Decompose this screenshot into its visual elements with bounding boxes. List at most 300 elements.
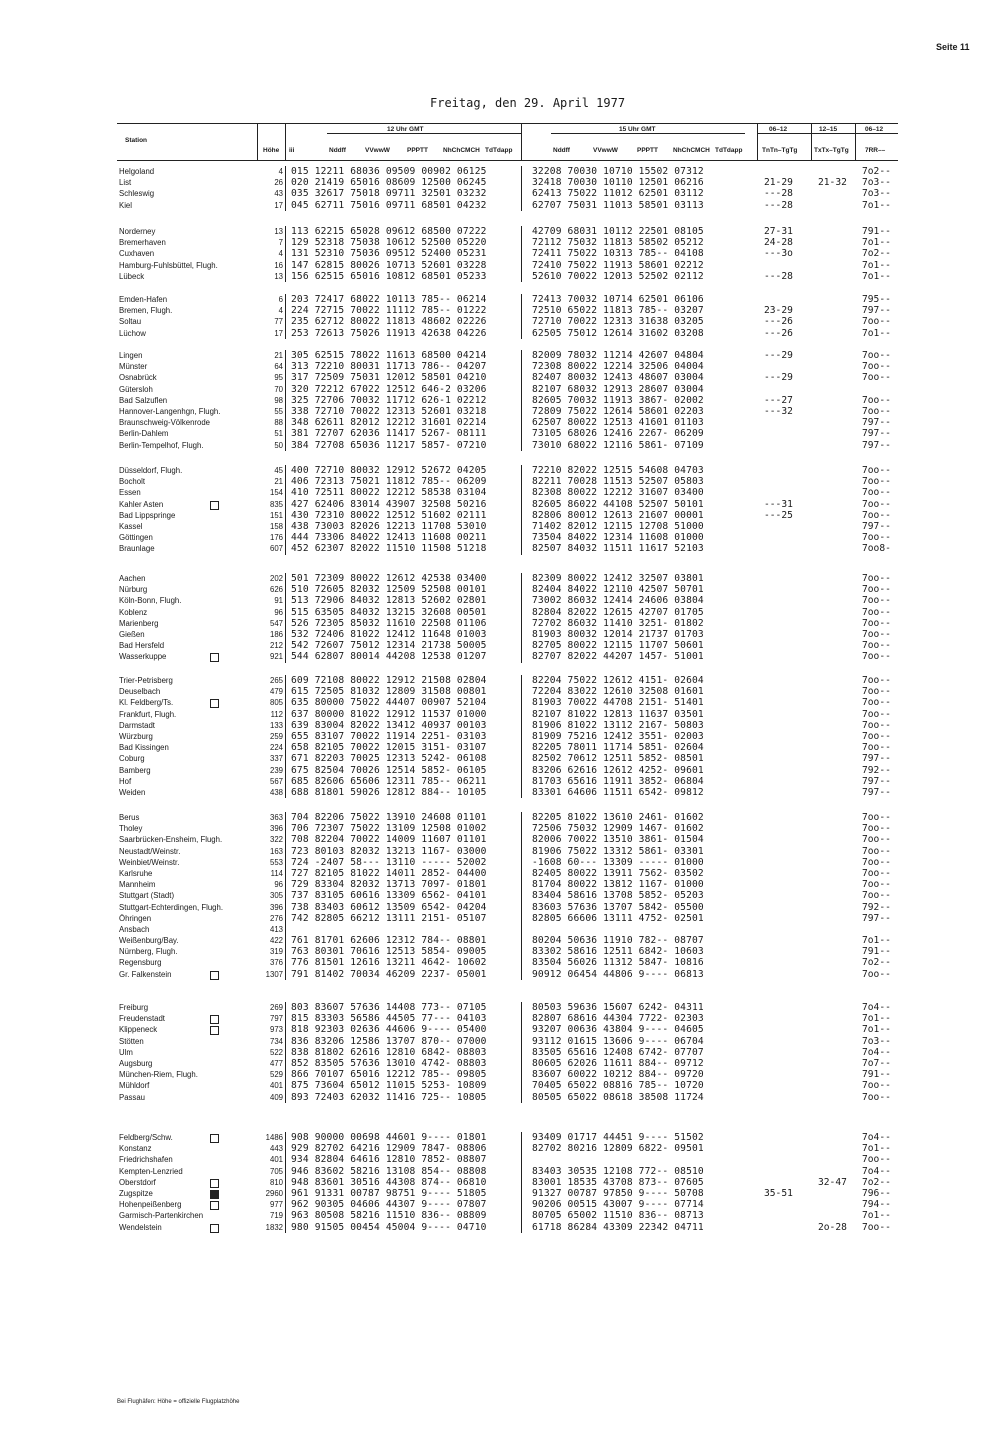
obs-15-utc: 72308 80022 12214 32506 04004 [532, 361, 704, 373]
group-divider [285, 812, 286, 980]
obs-15-utc: 83001 18535 43708 873-- 07605 [532, 1176, 704, 1188]
temp-06-12: ---28 [764, 188, 793, 200]
station-height: 337 [269, 754, 283, 764]
station-name: Hohenpeißenberg [119, 1200, 182, 1210]
header-ext: 12–15 [819, 126, 838, 133]
header-rule-top [117, 123, 898, 124]
temp-06-12: 27-31 [764, 226, 793, 237]
station-height: 176 [269, 533, 283, 543]
precip-06-12: 7oo-- [862, 812, 891, 823]
header-rule-bottom [117, 160, 898, 161]
station-name: Düsseldorf, Flugh. [119, 466, 183, 475]
obs-12-utc: 430 72310 80022 12512 51602 02111 [291, 509, 487, 521]
station-height: 26 [274, 178, 283, 188]
group-divider [285, 226, 286, 282]
obs-15-utc: 80705 65002 11510 836-- 08713 [532, 1210, 704, 1222]
station-height: 626 [269, 585, 283, 595]
precip-06-12: 7oo-- [862, 675, 891, 686]
precip-06-12: 7oo-- [862, 708, 891, 720]
station-name: Freiburg [119, 1003, 149, 1012]
precip-06-12: 797-- [862, 305, 891, 317]
station-name: Köln-Bonn, Flugh. [119, 596, 182, 606]
header-divider [285, 123, 286, 161]
precip-06-12: 791-- [862, 946, 891, 958]
group-divider [521, 675, 522, 798]
station-height: 567 [269, 776, 283, 786]
station-name: Bad Hersfeld [119, 641, 165, 651]
group-divider [521, 1002, 522, 1103]
obs-12-utc: 655 83107 70022 11914 2251- 03103 [291, 730, 487, 742]
precip-06-12: 7oo-- [862, 719, 891, 731]
station-height: 77 [274, 317, 283, 327]
obs-15-utc: 83603 57636 13707 5842- 05500 [532, 901, 704, 913]
station-height: 363 [269, 813, 283, 822]
obs-15-utc: 42709 68031 10112 22501 08105 [532, 226, 704, 237]
obs-12-utc: 776 81501 12616 13211 4642- 10602 [291, 957, 487, 969]
station-height: 91 [274, 596, 283, 606]
obs-12-utc: 635 80000 75022 44407 00907 52104 [291, 697, 487, 709]
station-height: 51 [274, 429, 283, 439]
precip-06-12: 7oo-- [862, 372, 891, 384]
temp-06-12: ---28 [764, 270, 793, 282]
obs-12-utc: 727 82105 81022 14011 2852- 04400 [291, 867, 487, 879]
precip-06-12: 7oo-- [862, 1221, 891, 1233]
obs-12-utc: 729 83304 82032 13713 7097- 01801 [291, 879, 487, 891]
obs-12-utc: 113 62215 65028 09612 68500 07222 [291, 226, 487, 237]
station-name: Weinbiet/Weinstr. [119, 857, 180, 867]
station-height: 45 [274, 466, 283, 475]
station-name: Darmstadt [119, 720, 155, 730]
group-divider [521, 166, 522, 211]
station-name: Stötten [119, 1036, 144, 1046]
station-height: 224 [269, 743, 283, 753]
precip-06-12: 7o1-- [862, 935, 891, 947]
station-name: Norderney [119, 227, 156, 236]
precip-06-12: 7oo-- [862, 509, 891, 521]
station-name: Augsburg [119, 1058, 153, 1068]
header-divider [758, 133, 898, 134]
obs-12-utc: 658 82105 70022 12015 3151- 03107 [291, 742, 487, 754]
precip-06-12: 7oo-- [862, 823, 891, 835]
obs-15-utc: 81909 75216 12412 3551- 02003 [532, 730, 704, 742]
temp-06-12: ---28 [764, 199, 793, 211]
station-height: 413 [269, 924, 283, 934]
station-name: Feldberg/Schw. [119, 1133, 173, 1142]
precip-06-12: 7o4-- [862, 1002, 891, 1013]
header-divider [855, 123, 856, 161]
precip-06-12: 794-- [862, 1199, 891, 1211]
obs-12-utc: 615 72505 81032 12809 31508 00801 [291, 686, 487, 698]
obs-12-utc: 253 72613 75026 11913 42638 04226 [291, 327, 487, 339]
header-col: Nddff [553, 147, 570, 154]
precip-06-12: 7oo-- [862, 617, 891, 629]
station-height: 553 [269, 857, 283, 867]
page-number: Seite 11 [936, 42, 970, 52]
obs-12-utc: 934 82804 64616 12810 7852- 08807 [291, 1154, 487, 1166]
temp-06-12: ---25 [764, 509, 793, 521]
station-name: Schleswig [119, 189, 155, 199]
obs-15-utc: 82707 82022 44207 1457- 51001 [532, 651, 704, 663]
open-square-icon [210, 1026, 219, 1035]
obs-12-utc: 724 -2407 58--- 13110 ----- 52002 [291, 856, 487, 868]
station-name: Stuttgart (Stadt) [119, 891, 175, 901]
header-ext: 06–12 [865, 126, 884, 133]
header-col: PPPTT [637, 147, 658, 154]
station-height: 973 [269, 1025, 283, 1035]
station-name: Zugspitze [119, 1188, 153, 1198]
open-square-icon [210, 1134, 219, 1143]
obs-15-utc: 82605 70032 11913 3867- 02002 [532, 394, 704, 406]
station-height: 438 [269, 787, 283, 797]
station-name: Koblenz [119, 607, 148, 617]
station-height: 409 [269, 1092, 283, 1102]
station-name: List [119, 178, 132, 188]
obs-15-utc: 82009 78032 11214 42607 04804 [532, 350, 704, 361]
station-height: 322 [269, 835, 283, 845]
precip-06-12: 797-- [862, 520, 891, 532]
obs-15-utc: 82107 81022 12813 11637 03501 [532, 708, 704, 720]
obs-12-utc: 325 72706 70032 11712 626-1 02212 [291, 394, 487, 406]
obs-12-utc: 515 63505 84032 13215 32608 00501 [291, 606, 487, 618]
obs-15-utc: 73010 68022 12116 5861- 07109 [532, 439, 704, 451]
obs-12-utc: 818 92303 02636 44606 9---- 05400 [291, 1024, 487, 1036]
obs-12-utc: 675 82504 70026 12514 5852- 06105 [291, 764, 487, 776]
obs-15-utc: 82507 84032 11511 11617 52103 [532, 543, 704, 555]
obs-15-utc: 83505 65616 12408 6742- 07707 [532, 1046, 704, 1058]
obs-15-utc: -1608 60--- 13309 ----- 01000 [532, 856, 704, 868]
obs-15-utc: 82204 75022 12612 4151- 02604 [532, 675, 704, 686]
station-name: Essen [119, 488, 141, 498]
obs-15-utc: 81906 75022 13312 5861- 03301 [532, 845, 704, 857]
footnote: Bei Flughäfen: Höhe = offizielle Flugplatzhöhe [117, 1399, 240, 1405]
station-name: Lüchow [119, 328, 146, 338]
station-name: Ansbach [119, 924, 150, 934]
precip-06-12: 7oo-- [862, 1080, 891, 1092]
precip-06-12: 7oo-- [862, 845, 891, 857]
obs-15-utc: 81703 65616 11911 3852- 06804 [532, 775, 704, 787]
station-name: Aachen [119, 574, 146, 583]
header-divider [811, 123, 812, 161]
station-name: Bad Salzuflen [119, 395, 168, 405]
station-height: 4 [278, 249, 283, 259]
station-height: 4 [278, 306, 283, 316]
group-divider [521, 1132, 522, 1233]
station-name: Kempten-Lenzried [119, 1166, 183, 1176]
obs-12-utc: 532 72406 81022 12412 11648 01003 [291, 628, 487, 640]
obs-12-utc: 131 52310 75036 09512 52400 05231 [291, 248, 487, 260]
station-name: Regensburg [119, 958, 162, 968]
precip-06-12: 7oo-- [862, 628, 891, 640]
precip-06-12: 7o3-- [862, 188, 891, 200]
header-col: Nddff [329, 147, 346, 154]
station-name: Göttingen [119, 533, 153, 543]
group-divider [285, 166, 286, 211]
obs-12-utc: 836 83206 12586 13707 870-- 07000 [291, 1035, 487, 1047]
station-height: 547 [269, 618, 283, 628]
obs-15-utc: 70405 65022 08816 785-- 10720 [532, 1080, 704, 1092]
obs-15-utc: 82006 70022 13510 3861- 01504 [532, 834, 704, 846]
header-12-utc: 12 Uhr GMT [387, 126, 424, 133]
station-name: Bad Lippspringe [119, 510, 176, 520]
station-height: 202 [269, 574, 283, 583]
precip-06-12: 7oo-- [862, 890, 891, 902]
obs-12-utc: 348 62611 82012 12212 31601 02214 [291, 417, 487, 429]
obs-15-utc: 82405 80022 13911 7562- 03502 [532, 867, 704, 879]
precip-06-12: 7oo-- [862, 487, 891, 499]
precip-06-12: 797-- [862, 439, 891, 451]
obs-12-utc: 542 72607 75012 12314 21738 50005 [291, 640, 487, 652]
precip-06-12: 797-- [862, 753, 891, 765]
obs-15-utc: 72204 83022 12610 32508 01601 [532, 686, 704, 698]
header-divider [257, 123, 258, 161]
station-height: 163 [269, 846, 283, 856]
obs-15-utc: 81903 70022 44708 2151- 51401 [532, 697, 704, 709]
obs-12-utc: 203 72417 68022 10113 785-- 06214 [291, 294, 487, 305]
station-name: Deuselbach [119, 687, 161, 697]
obs-15-utc: 90912 06454 44806 9---- 06813 [532, 968, 704, 980]
station-name: Bamberg [119, 765, 151, 775]
obs-15-utc: 32418 70030 10110 12501 06216 [532, 177, 704, 189]
obs-15-utc: 80503 59636 15607 6242- 04311 [532, 1002, 704, 1013]
obs-12-utc: 020 21419 65016 08609 12500 06245 [291, 177, 487, 189]
station-height: 17 [274, 200, 283, 210]
station-height: 151 [269, 510, 283, 520]
temp-06-12: 24-28 [764, 237, 793, 249]
station-name: Mühldorf [119, 1081, 150, 1091]
obs-15-utc: 83504 56026 11312 5847- 10816 [532, 957, 704, 969]
precip-06-12: 7oo-- [862, 405, 891, 417]
obs-12-utc: 129 52318 75038 10612 52500 05220 [291, 237, 487, 249]
header-15-utc: 15 Uhr GMT [619, 126, 656, 133]
station-height: 96 [274, 607, 283, 617]
station-height: 96 [274, 880, 283, 890]
obs-15-utc: 82805 66606 13111 4752- 02501 [532, 912, 704, 924]
station-name: Garmisch-Partenkirchen [119, 1211, 204, 1221]
station-name: Soltau [119, 317, 142, 327]
precip-06-12: 7oo-- [862, 968, 891, 980]
station-height: 319 [269, 947, 283, 957]
obs-12-utc: 317 72509 75031 12012 58501 04210 [291, 372, 487, 384]
obs-15-utc: 72702 86032 11410 3251- 01802 [532, 617, 704, 629]
station-height: 265 [269, 676, 283, 685]
station-height: 7 [278, 238, 283, 248]
station-height: 477 [269, 1058, 283, 1068]
obs-15-utc: 73002 86032 12414 24606 03804 [532, 595, 704, 607]
station-height: 13 [274, 227, 283, 236]
station-name: Lingen [119, 351, 143, 360]
station-name: Saarbrücken-Ensheim, Flugh. [119, 835, 223, 845]
station-name: Kahler Asten [119, 499, 164, 509]
open-square-icon [210, 1224, 219, 1233]
header-col: TdTdapp [715, 147, 743, 154]
open-square-icon [210, 501, 219, 510]
precip-06-12: 797-- [862, 775, 891, 787]
temp-06-12: ---29 [764, 350, 793, 361]
precip-06-12: 7oo-- [862, 640, 891, 652]
obs-12-utc: 723 80103 82032 13213 1167- 03000 [291, 845, 487, 857]
obs-15-utc: 72411 75022 10313 785-- 04108 [532, 248, 704, 260]
header-col: NhChCMCH [673, 147, 710, 154]
obs-15-utc: 72809 75022 12614 58601 02203 [532, 405, 704, 417]
station-height: 1832 [265, 1222, 283, 1232]
station-height: 95 [274, 373, 283, 383]
station-name: Emden-Hafen [119, 295, 168, 304]
obs-15-utc: 93112 01615 13606 9---- 06704 [532, 1035, 704, 1047]
temp-06-12: ---27 [764, 394, 793, 406]
precip-06-12: 791-- [862, 226, 891, 237]
obs-12-utc: 305 62515 78022 11613 68500 04214 [291, 350, 487, 361]
obs-12-utc: 384 72708 65036 11217 5857- 07210 [291, 439, 487, 451]
obs-15-utc: 93409 01717 44451 9---- 51502 [532, 1132, 704, 1143]
station-name: Osnabrück [119, 373, 157, 383]
obs-15-utc: 83404 58616 13708 5852- 05203 [532, 890, 704, 902]
obs-12-utc: 609 72108 80022 12912 21508 02804 [291, 675, 487, 686]
station-height: 186 [269, 629, 283, 639]
precip-06-12: 7oo-- [862, 595, 891, 607]
station-height: 443 [269, 1144, 283, 1154]
obs-12-utc: 671 82203 70025 12313 5242- 06108 [291, 753, 487, 765]
precip-06-12: 7o1-- [862, 1024, 891, 1036]
header-col: NhChCMCH [443, 147, 480, 154]
obs-15-utc: 83403 30535 12108 772-- 08510 [532, 1165, 704, 1177]
obs-12-utc: 815 83303 56586 44505 77--- 04103 [291, 1013, 487, 1025]
station-name: Lübeck [119, 271, 145, 281]
obs-15-utc: 82211 70028 11513 52507 05803 [532, 476, 704, 488]
precip-06-12: 7oo-- [862, 697, 891, 709]
obs-15-utc: 80605 62026 11611 884-- 09712 [532, 1057, 704, 1069]
precip-06-12: 797-- [862, 417, 891, 429]
precip-06-12: 795-- [862, 294, 891, 305]
precip-06-12: 7o7-- [862, 1057, 891, 1069]
station-name: Ulm [119, 1047, 133, 1057]
station-height: 212 [269, 641, 283, 651]
header-divider [757, 123, 758, 161]
obs-12-utc: 908 90000 00698 44601 9---- 01801 [291, 1132, 487, 1143]
obs-12-utc: 737 83105 60616 13309 6562- 04101 [291, 890, 487, 902]
station-name: Trier-Petrisberg [119, 676, 173, 685]
station-height: 2960 [265, 1188, 283, 1198]
filled-square-icon [210, 1190, 219, 1199]
obs-12-utc: 980 91505 00454 45004 9---- 04710 [291, 1221, 487, 1233]
station-height: 114 [270, 868, 283, 878]
precip-06-12: 796-- [862, 1187, 891, 1199]
station-name: Frankfurt, Flugh. [119, 709, 177, 719]
group-divider [285, 573, 286, 663]
obs-12-utc: 035 32617 75018 09711 32501 03232 [291, 188, 487, 200]
station-height: 16 [274, 260, 283, 270]
obs-12-utc: 708 82204 70022 14009 11607 01101 [291, 834, 487, 846]
station-height: 797 [269, 1014, 283, 1024]
station-height: 805 [269, 698, 283, 708]
precip-06-12: 7oo-- [862, 651, 891, 663]
header-station: Station [125, 137, 148, 144]
precip-06-12: 7oo-- [862, 465, 891, 476]
obs-15-utc: 82309 80022 12412 32507 03801 [532, 573, 704, 584]
precip-06-12: 7oo-- [862, 1091, 891, 1103]
obs-12-utc: 045 62711 75016 09711 68501 04232 [291, 199, 487, 211]
open-square-icon [210, 653, 219, 662]
station-height: 50 [274, 440, 283, 450]
header-ext-sub: TnTn–TgTg [762, 147, 798, 154]
obs-15-utc: 62505 75012 12614 31602 03208 [532, 327, 704, 339]
obs-15-utc: 82205 78011 11714 5851- 02604 [532, 742, 704, 754]
station-name: Konstanz [119, 1144, 152, 1154]
precip-06-12: 7o1-- [862, 327, 891, 339]
obs-15-utc: 72112 75032 11813 58502 05212 [532, 237, 704, 249]
group-divider [285, 294, 286, 339]
group-divider [285, 1132, 286, 1233]
station-height: 21 [274, 351, 283, 360]
station-height: 259 [269, 731, 283, 741]
precip-06-12: 7oo-- [862, 394, 891, 406]
obs-15-utc: 82804 82022 12615 42707 01705 [532, 606, 704, 618]
obs-15-utc: 82705 80022 12115 11707 50601 [532, 640, 704, 652]
obs-15-utc: 62507 80022 12513 41601 01103 [532, 417, 704, 429]
obs-15-utc: 93207 00636 43804 9---- 04605 [532, 1024, 704, 1036]
station-name: Hannover-Langenhgn, Flugh. [119, 406, 221, 416]
obs-15-utc: 71402 82012 12115 12708 51000 [532, 520, 704, 532]
station-height: 607 [269, 544, 283, 554]
station-height: 88 [274, 418, 283, 428]
obs-12-utc: 763 80301 70616 12513 5854- 09005 [291, 946, 487, 958]
precip-06-12: 7o4-- [862, 1132, 891, 1143]
obs-12-utc: 438 73003 82026 12213 11708 53010 [291, 520, 487, 532]
precip-06-12: 7oo-- [862, 867, 891, 879]
station-height: 705 [269, 1166, 283, 1176]
obs-15-utc: 82404 84022 12110 42507 50701 [532, 584, 704, 596]
header-col: PPPTT [407, 147, 428, 154]
temp-12-15: 21-32 [818, 177, 847, 189]
precip-06-12: 7oo-- [862, 498, 891, 510]
precip-06-12: 7o1-- [862, 199, 891, 211]
obs-15-utc: 83206 62616 12612 4252- 09601 [532, 764, 704, 776]
table-header [117, 123, 898, 161]
station-name: Wendelstein [119, 1222, 162, 1232]
precip-06-12: 7o1-- [862, 1143, 891, 1155]
station-name: Bremerhaven [119, 238, 166, 248]
obs-12-utc: 015 12211 68036 09509 00902 06125 [291, 166, 487, 177]
obs-12-utc: 893 72403 62032 11416 725-- 10805 [291, 1091, 487, 1103]
obs-12-utc: 510 72605 82032 12509 52508 00101 [291, 584, 487, 596]
obs-15-utc: 82308 80022 12212 31607 03400 [532, 487, 704, 499]
obs-15-utc: 72506 75032 12909 1467- 01602 [532, 823, 704, 835]
obs-12-utc: 452 62307 82022 11510 11508 51218 [291, 543, 487, 555]
precip-06-12: 7o2-- [862, 248, 891, 260]
temp-06-12: ---29 [764, 372, 793, 384]
obs-12-utc: 224 72715 70022 11112 785-- 01222 [291, 305, 487, 317]
obs-12-utc: 338 72710 70022 12313 52601 03218 [291, 405, 487, 417]
obs-15-utc: 83301 64606 11511 6542- 09812 [532, 786, 704, 798]
station-height: 21 [274, 477, 283, 487]
obs-15-utc: 82407 80032 12413 48607 03004 [532, 372, 704, 384]
obs-12-utc: 427 62406 83014 43907 32508 50216 [291, 498, 487, 510]
precip-06-12: 792-- [862, 764, 891, 776]
obs-15-utc: 82107 68032 12913 28607 03004 [532, 383, 704, 395]
obs-15-utc: 82807 68616 44304 7722- 02303 [532, 1013, 704, 1025]
obs-12-utc: 704 82206 75022 13910 24608 01101 [291, 812, 487, 823]
obs-12-utc: 406 72313 75021 11812 785-- 06209 [291, 476, 487, 488]
station-name: Nürnberg, Flugh. [119, 947, 178, 957]
station-height: 4 [278, 167, 283, 176]
obs-15-utc: 82806 80012 12613 21607 00001 [532, 509, 704, 521]
obs-12-utc: 929 82702 64216 12909 7847- 08806 [291, 1143, 487, 1155]
obs-12-utc: 838 81802 62616 12810 6842- 08803 [291, 1046, 487, 1058]
header-iii: iii [289, 147, 295, 154]
obs-12-utc: 501 72309 80022 12612 42538 03400 [291, 573, 487, 584]
station-name: Kiel [119, 200, 133, 210]
group-divider [521, 294, 522, 339]
header-ext-sub: TxTx–TgTg [814, 147, 849, 154]
